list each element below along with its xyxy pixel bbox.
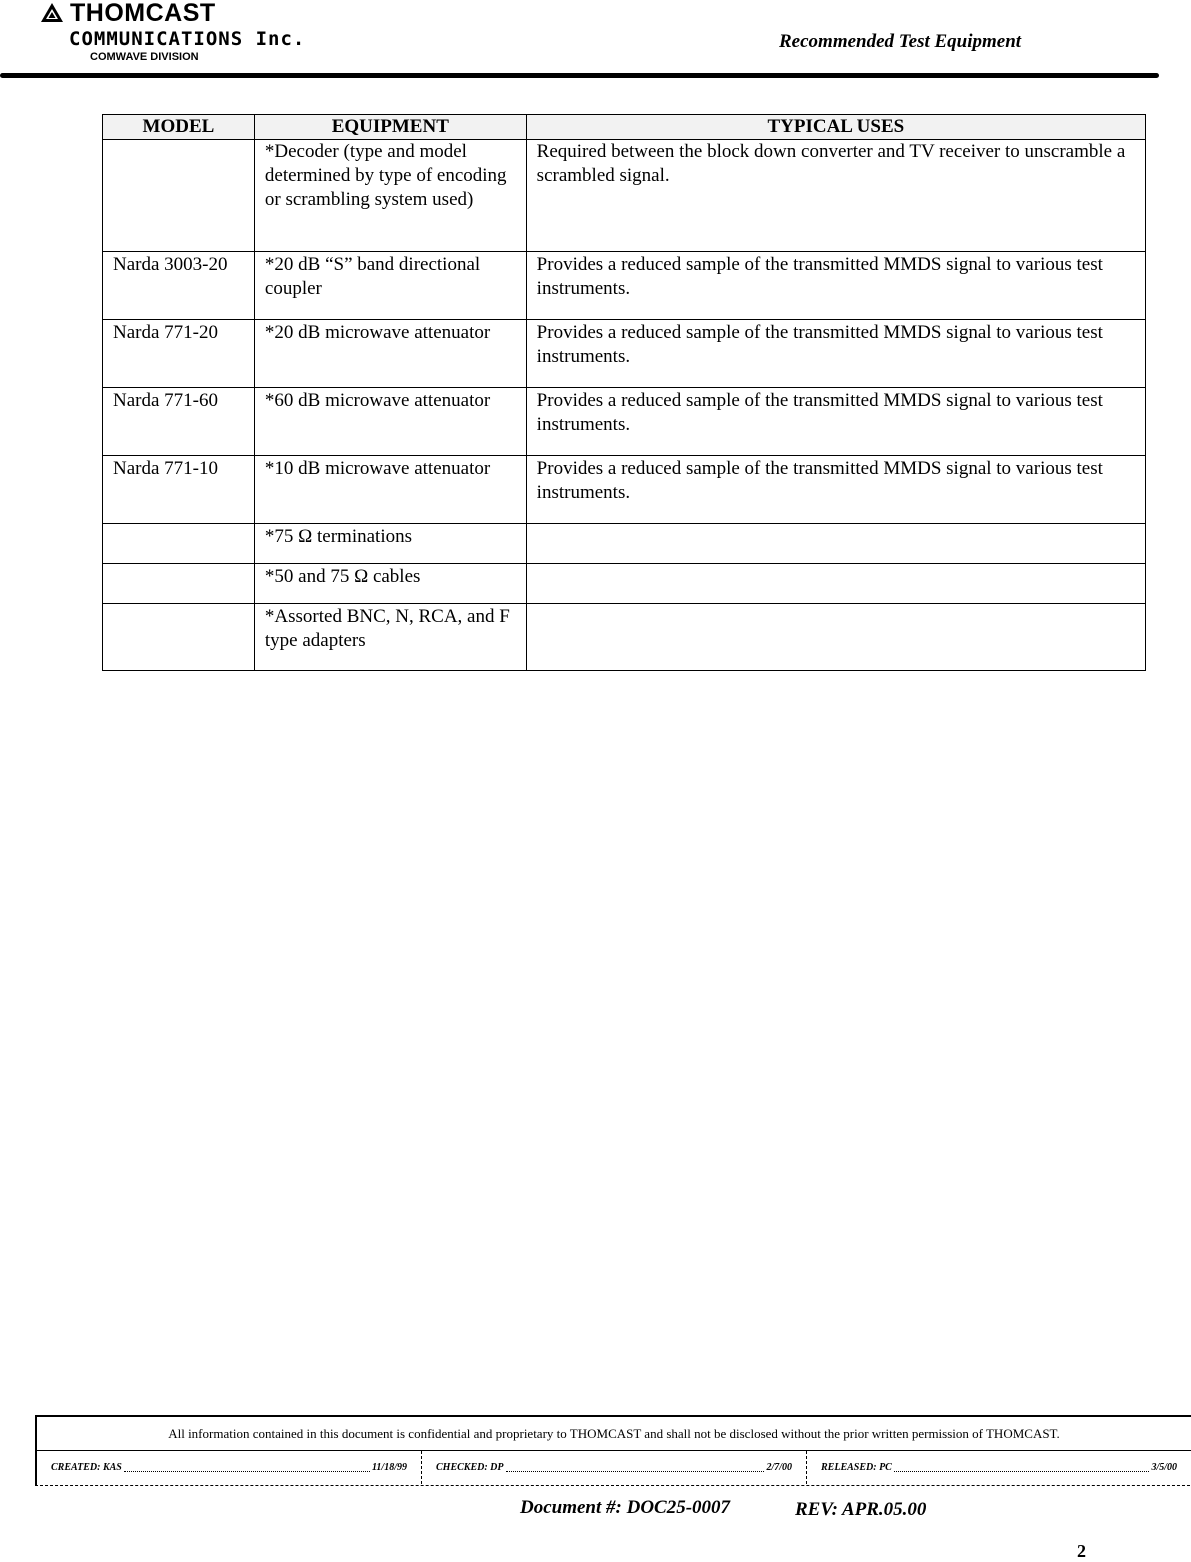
dotted-leader [124, 1463, 370, 1472]
created-date: 11/18/99 [371, 1462, 407, 1473]
thomcast-logo-icon [40, 2, 64, 24]
header-divider [0, 73, 1159, 78]
table-row [103, 388, 1146, 456]
uses-cell [526, 524, 1145, 564]
company-name-line2: COMMUNICATIONS Inc. [69, 28, 306, 50]
table-row [103, 320, 1146, 388]
signoff-row [37, 1451, 1191, 1484]
uses-cell: Provides a reduced sample of the transmitted MMDS signal to various test instruments. [526, 252, 1145, 320]
equipment-cell: *20 dB “S” band directional coupler [254, 252, 526, 320]
table-row [103, 252, 1146, 320]
equipment-cell: *Assorted BNC, N, RCA, and F type adapters [254, 604, 526, 671]
uses-cell [526, 604, 1145, 671]
released-signoff [806, 1451, 1191, 1484]
checked-date: 2/7/00 [766, 1462, 792, 1473]
equipment-cell: *10 dB microwave attenuator [254, 456, 526, 524]
created-label: CREATED: KAS [51, 1462, 122, 1473]
column-header-typical-uses: TYPICAL USES [526, 115, 1145, 140]
division-name: COMWAVE DIVISION [90, 51, 199, 63]
equipment-cell: *20 dB microwave attenuator [254, 320, 526, 388]
company-name: THOMCAST [70, 0, 216, 27]
uses-cell: Provides a reduced sample of the transmitted MMDS signal to various test instruments. [526, 456, 1145, 524]
model-cell [103, 524, 255, 564]
table-row [103, 140, 1146, 252]
document-title: Recommended Test Equipment [779, 31, 1022, 52]
checked-label: CHECKED: DP [436, 1462, 504, 1473]
uses-cell: Required between the block down converter and TV receiver to unscramble a scrambled signal. [526, 140, 1145, 252]
column-header-equipment: EQUIPMENT [254, 115, 526, 140]
model-cell [103, 140, 255, 252]
model-cell [103, 564, 255, 604]
released-date: 3/5/00 [1151, 1462, 1177, 1473]
column-header-model: MODEL [103, 115, 255, 140]
equipment-cell: *60 dB microwave attenuator [254, 388, 526, 456]
model-cell: Narda 771-60 [103, 388, 255, 456]
uses-cell: Provides a reduced sample of the transmitted MMDS signal to various test instruments. [526, 388, 1145, 456]
equipment-table [102, 114, 1146, 671]
model-cell: Narda 3003-20 [103, 252, 255, 320]
table-row [103, 604, 1146, 671]
equipment-cell: *75 Ω terminations [254, 524, 526, 564]
model-cell: Narda 771-10 [103, 456, 255, 524]
uses-cell [526, 564, 1145, 604]
dotted-leader [894, 1463, 1150, 1472]
equipment-cell: *50 and 75 Ω cables [254, 564, 526, 604]
company-logo [40, 0, 305, 64]
model-cell [103, 604, 255, 671]
table-row [103, 564, 1146, 604]
released-label: RELEASED: PC [821, 1462, 892, 1473]
created-signoff [37, 1451, 421, 1484]
uses-cell: Provides a reduced sample of the transmitted MMDS signal to various test instruments. [526, 320, 1145, 388]
checked-signoff [421, 1451, 806, 1484]
equipment-cell: *Decoder (type and model determined by type of encoding or scrambling system used) [254, 140, 526, 252]
confidentiality-notice: All information contained in this document is confidential and proprietary to THOMCAST and shall not be disclosed without the prior written permission of THOMCAST. [37, 1417, 1191, 1451]
dotted-leader [506, 1463, 765, 1472]
table-row [103, 456, 1146, 524]
revision: REV: APR.05.00 [795, 1499, 927, 1520]
document-number: Document #: DOC25-0007 [520, 1497, 731, 1518]
table-row [103, 524, 1146, 564]
footer-box [35, 1415, 1191, 1486]
model-cell: Narda 771-20 [103, 320, 255, 388]
table-header-row [103, 115, 1146, 140]
page-number: 2 [1077, 1541, 1086, 1561]
